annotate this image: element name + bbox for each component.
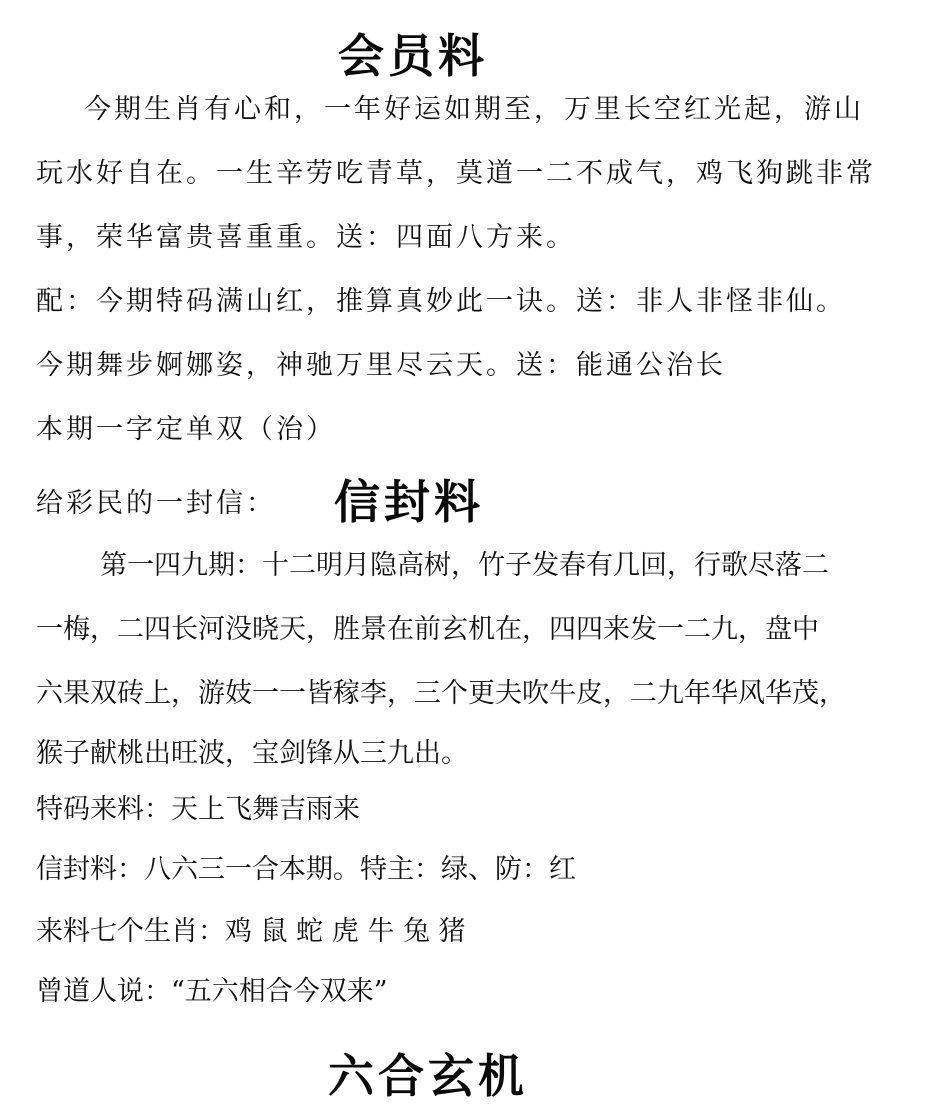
letter-poem-line-4: 猴子献桃出旺波，宝剑锋从三九出。 <box>36 738 468 769</box>
member-poem-line-1: 今期生肖有心和，一年好运如期至，万里长空红光起，游山 <box>84 94 864 125</box>
liuhe-xuanji-title: 六合玄机 <box>328 1049 528 1103</box>
envelope-info-title: 信封料 <box>334 475 484 529</box>
letter-intro: 给彩民的一封信： <box>36 488 276 519</box>
saying-line: 曾道人说：“五六相合今双来” <box>36 976 388 1007</box>
letter-poem-line-2: 一梅，二四长河没晓天，胜景在前玄机在，四四来发一二九，盘中 <box>36 614 819 645</box>
envelope-line: 信封料：八六三一合本期。特主：绿、防：红 <box>36 854 576 885</box>
member-poem-line-2: 玩水好自在。一生辛劳吃青草，莫道一二不成气，鸡飞狗跳非常 <box>36 158 876 189</box>
zodiacs-line: 来料七个生肖：鸡 鼠 蛇 虎 牛 兔 猪 <box>36 916 466 947</box>
letter-poem-line-1: 第一四九期：十二明月隐高树，竹子发春有几回，行歌尽落二 <box>100 550 829 581</box>
special-code-line: 特码来料：天上飞舞吉雨来 <box>36 794 360 825</box>
member-poem-line-3: 事，荣华富贵喜重重。送：四面八方来。 <box>36 222 576 253</box>
pei-line: 配：今期特码满山红，推算真妙此一诀。送：非人非怪非仙。 <box>36 286 846 317</box>
dance-line: 今期舞步婀娜姿，神驰万里尽云天。送：能通公治长 <box>36 350 726 381</box>
single-double-line: 本期一字定单双（治） <box>36 414 336 445</box>
member-info-title: 会员料 <box>338 29 488 83</box>
letter-poem-line-3: 六果双砖上，游妓一一皆稼李，三个更夫吹牛皮，二九年华风华茂， <box>36 678 846 709</box>
